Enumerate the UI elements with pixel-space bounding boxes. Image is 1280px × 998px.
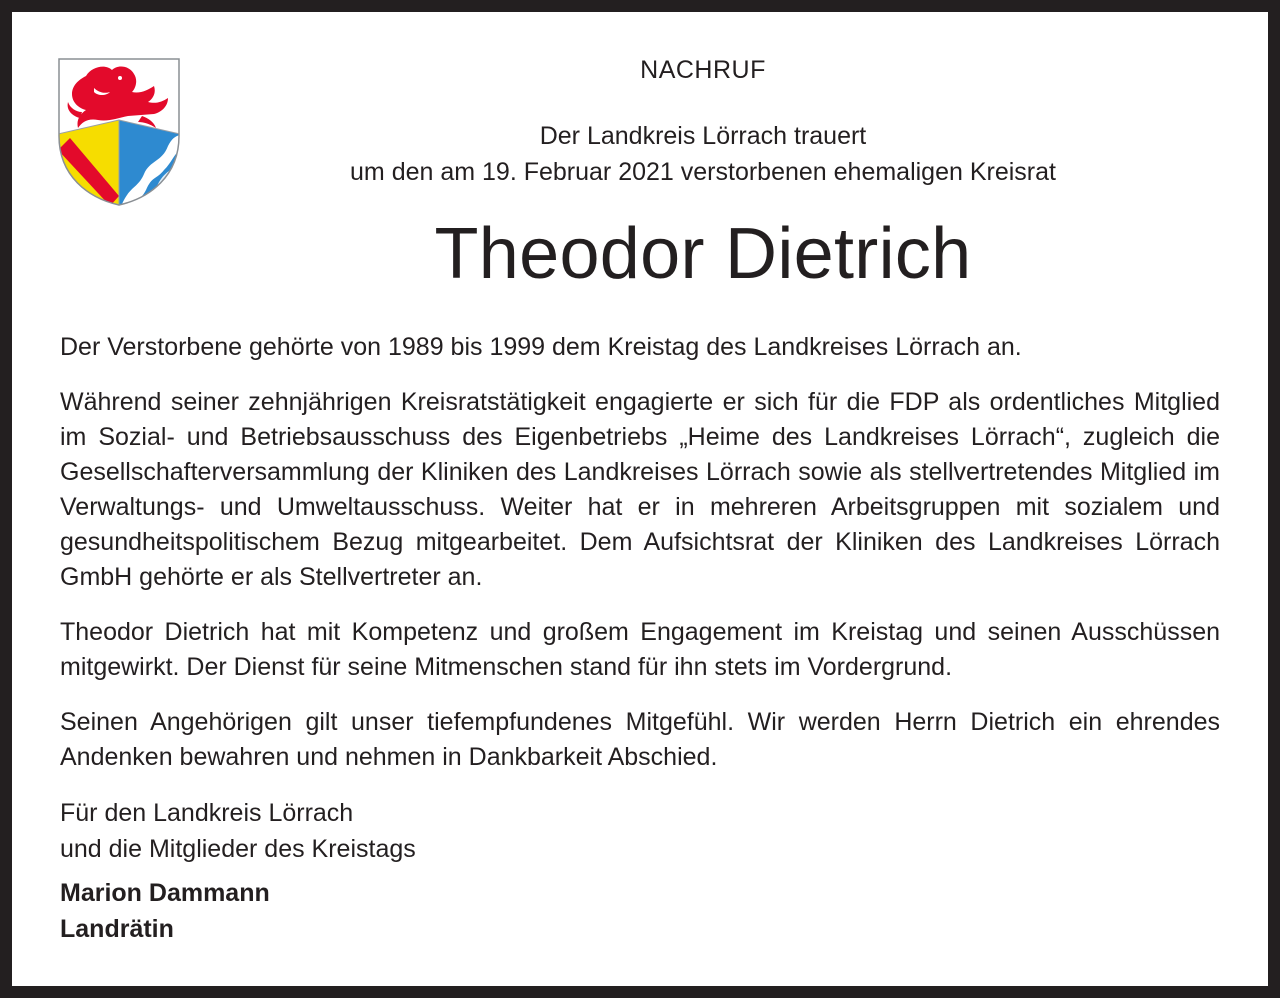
obituary-notice <box>12 12 1268 986</box>
intro-line-1: Der Landkreis Lörrach trauert <box>539 122 867 150</box>
paragraph-tribute: Theodor Dietrich hat mit Kompetenz und großem Engagement im Kreistag und seinen Ausschüssen mitgewirkt. Der Dienst für seine Mitmenschen stand für ihn stets im Vordergrund. <box>60 618 1220 681</box>
notice-type-heading: NACHRUF <box>640 56 766 84</box>
closing-lines <box>60 795 1220 867</box>
signer-title: Landrätin <box>60 915 174 943</box>
paragraph-condolences: Seinen Angehörigen gilt unser tiefempfundenes Mitgefühl. Wir werden Herrn Dietrich ein ehrendes Andenken bewahren und nehmen in Dankbarkeit Abschied. <box>60 708 1220 771</box>
paragraph-committee-work: Während seiner zehnjährigen Kreisratstätigkeit engagierte er sich für die FDP als ordentliches Mitglied im Sozial- und Betriebsausschuss des Eigenbetriebs „Heime des Landkreises Lörrach“, zugleich die Gesellschafterversammlung der Kliniken des Landkreises Lörrach sowie als stellvertretendes Mitglied im Verwaltungs- und Umweltausschuss. Weiter hat er in mehreren Arbeitsgruppen mit sozialem und gesundheitspolitischem Bezug mitgearbeitet. Dem Aufsichtsrat der Kliniken des Landkreises Lörrach GmbH gehörte er als Stellvertreter an. <box>60 388 1220 591</box>
closing-line-2: und die Mitglieder des Kreistags <box>60 835 416 863</box>
paragraph-service-years: Der Verstorbene gehörte von 1989 bis 1999 dem Kreistag des Landkreises Lörrach an. <box>60 333 1022 361</box>
notice-body <box>60 330 1220 947</box>
deceased-name: Theodor Dietrich <box>434 214 972 294</box>
closing-line-1: Für den Landkreis Lörrach <box>60 799 354 827</box>
notice-intro <box>12 118 1280 190</box>
intro-line-2: um den am 19. Februar 2021 verstorbenen ehemaligen Kreisrat <box>350 158 1056 186</box>
signer-name: Marion Dammann <box>60 879 270 907</box>
signature-block <box>60 875 1220 947</box>
